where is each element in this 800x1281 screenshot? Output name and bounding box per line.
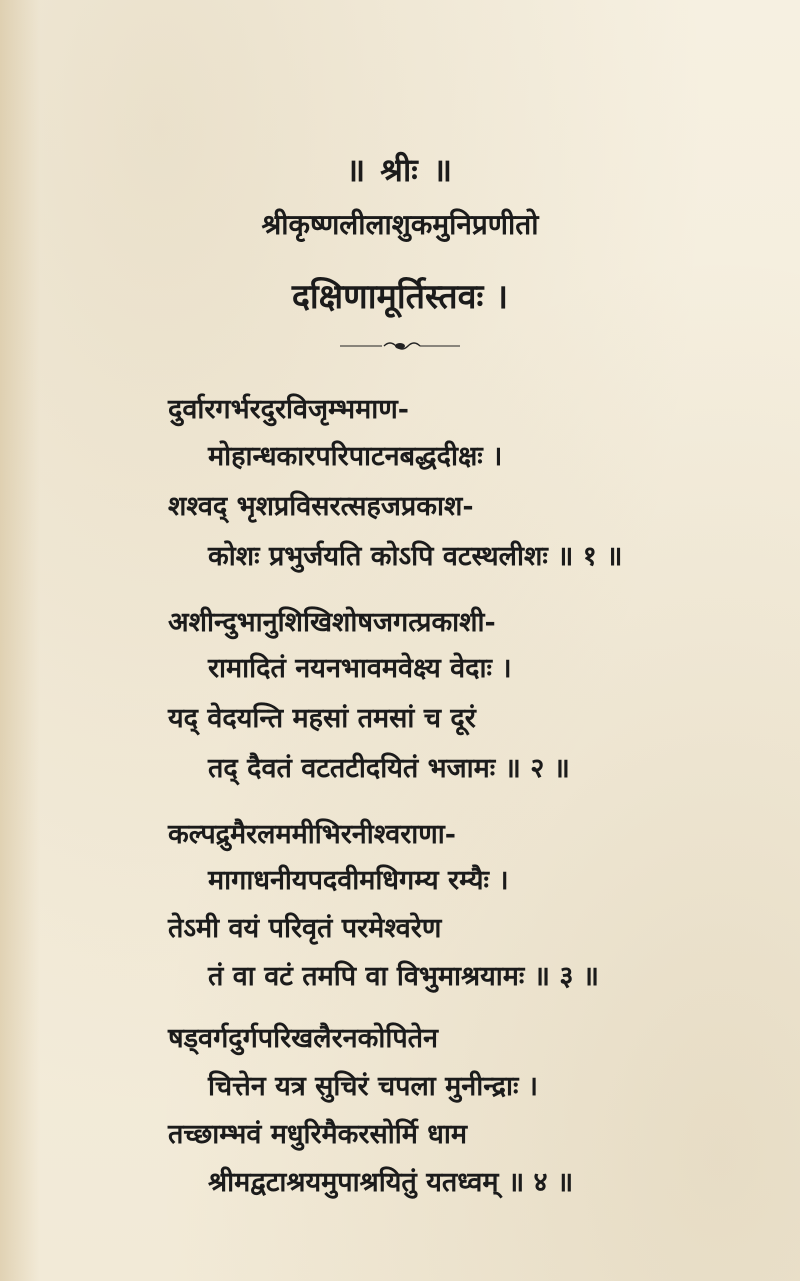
ornamental-divider <box>340 340 460 352</box>
title-line-1: श्रीकृष्णलीलाशुकमुनिप्रणीतो <box>261 208 539 241</box>
verse-3-line-3: तेऽमी वयं परिवृतं परमेश्वरेण <box>168 913 442 944</box>
verse-4-line-1: षड्वर्गदुर्गपरिखलैरनकोपितेन <box>168 1023 439 1054</box>
verse-3-line-1: कल्पद्रुमैरलममीभिरनीश्वराणा- <box>168 819 457 850</box>
verse-1-line-3: शश्वद् भृशप्रविसरत्सहजप्रकाश- <box>168 491 474 522</box>
page-edge-stain <box>0 0 40 1281</box>
verse-2-line-1: अशीन्दुभानुशिखिशोषजगत्प्रकाशी- <box>168 607 496 638</box>
verse-4-line-3: तच्छाम्भवं मधुरिमैकरसोर्मि धाम <box>168 1119 467 1150</box>
verse-4-line-4: श्रीमद्वटाश्रयमुपाश्रयितुं यतध्वम् ॥ ४ ॥ <box>208 1167 574 1198</box>
verse-4-line-2: चित्तेन यत्र सुचिरं चपला मुनीन्द्राः । <box>208 1071 539 1102</box>
verse-2-line-2: रामादितं नयनभावमवेक्ष्य वेदाः । <box>208 653 512 684</box>
verse-1-line-4: कोशः प्रभुर्जयति कोऽपि वटस्थलीशः ॥ १ ॥ <box>208 541 623 572</box>
verse-3-line-2: मागाधनीयपदवीमधिगम्य रम्यैः । <box>208 865 509 896</box>
verse-1-line-1: दुर्वारगर्भरदुरविजृम्भमाण- <box>168 394 409 425</box>
verse-2-line-3: यद् वेदयन्ति महसां तमसां च दूरं <box>168 703 476 734</box>
verse-1-line-2: मोहान्धकारपरिपाटनबद्धदीक्षः । <box>208 441 503 472</box>
verse-2-line-4: तद् दैवतं वटतटीदयितं भजामः ॥ २ ॥ <box>208 753 570 784</box>
title-line-2: दक्षिणामूर्तिस्तवः । <box>291 277 509 317</box>
verse-3-line-4: तं वा वटं तमपि वा विभुमाश्रयामः ॥ ३ ॥ <box>208 961 599 992</box>
invocation-heading: ॥ श्रीः ॥ <box>345 151 455 189</box>
